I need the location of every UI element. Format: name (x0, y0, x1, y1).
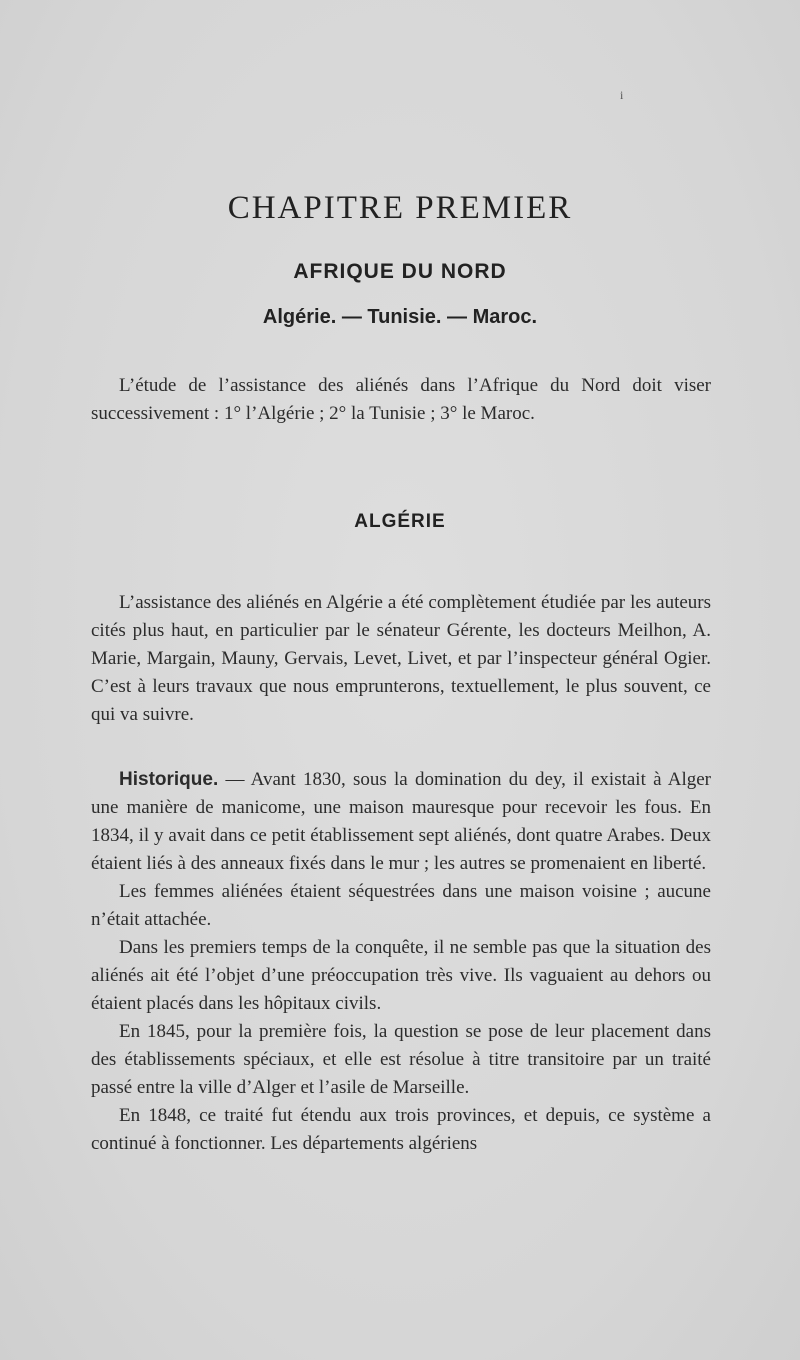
historique-paragraph-3: Dans les premiers temps de la conquête, il ne semble pas que la situation des aliénés ait été l’objet d’une préoccupation très vive. Ils vaguaient au dehors ou étaient placés dans les hôpitaux civils. (91, 937, 711, 1014)
historique-text-1: — Avant 1830, sous la domination du dey, il existait à Alger une manière de manicome, une maison mauresque pour recevoir les fous. En 1834, il y avait dans ce petit établissement sept aliénés, dont quatre Arabes. Deux étaient liés à des anneaux fixés dans le mur ; les autres se promenaient en liberté. (91, 769, 711, 874)
section-title: AFRIQUE DU NORD (293, 260, 507, 283)
historique-paragraph-5: En 1848, ce traité fut étendu aux trois provinces, et depuis, ce système a continué à fonctionner. Les départements algériens (91, 1105, 711, 1154)
historique-paragraph-2: Les femmes aliénées étaient séquestrées dans une maison voisine ; aucune n’était attachée. (91, 881, 711, 930)
historique-section (91, 766, 711, 1158)
historique-paragraph-4: En 1845, pour la première fois, la question se pose de leur placement dans des établissements spéciaux, et elle est résolue à titre transitoire par un traité passé entre la ville d’Alger et l’asile de Marseille. (91, 1021, 711, 1098)
intro-text: L’étude de l’assistance des aliénés dans l’Afrique du Nord doit viser successivement : 1° l’Algérie ; 2° la Tunisie ; 3° le Maroc. (91, 375, 711, 424)
algerie-paragraph (91, 589, 711, 729)
page-mark: i (620, 88, 624, 102)
algerie-text: L’assistance des aliénés en Algérie a été complètement étudiée par les auteurs cités plus haut, en particulier par le sénateur Gérente, les docteurs Meilhon, A. Marie, Margain, Mauny, Gervais, Levet, Livet, et par l’inspecteur général Ogier. C’est à leurs travaux que nous emprunterons, textuellement, le plus souvent, ce qui va suivre. (91, 592, 711, 725)
chapter-title: CHAPITRE PREMIER (227, 190, 573, 226)
subsection-title: Algérie. — Tunisie. — Maroc. (262, 306, 538, 328)
historique-label: Historique. (119, 769, 219, 790)
historique-paragraph-1 (91, 766, 711, 878)
intro-paragraph (91, 372, 711, 428)
heading-algerie: ALGÉRIE (354, 511, 446, 532)
